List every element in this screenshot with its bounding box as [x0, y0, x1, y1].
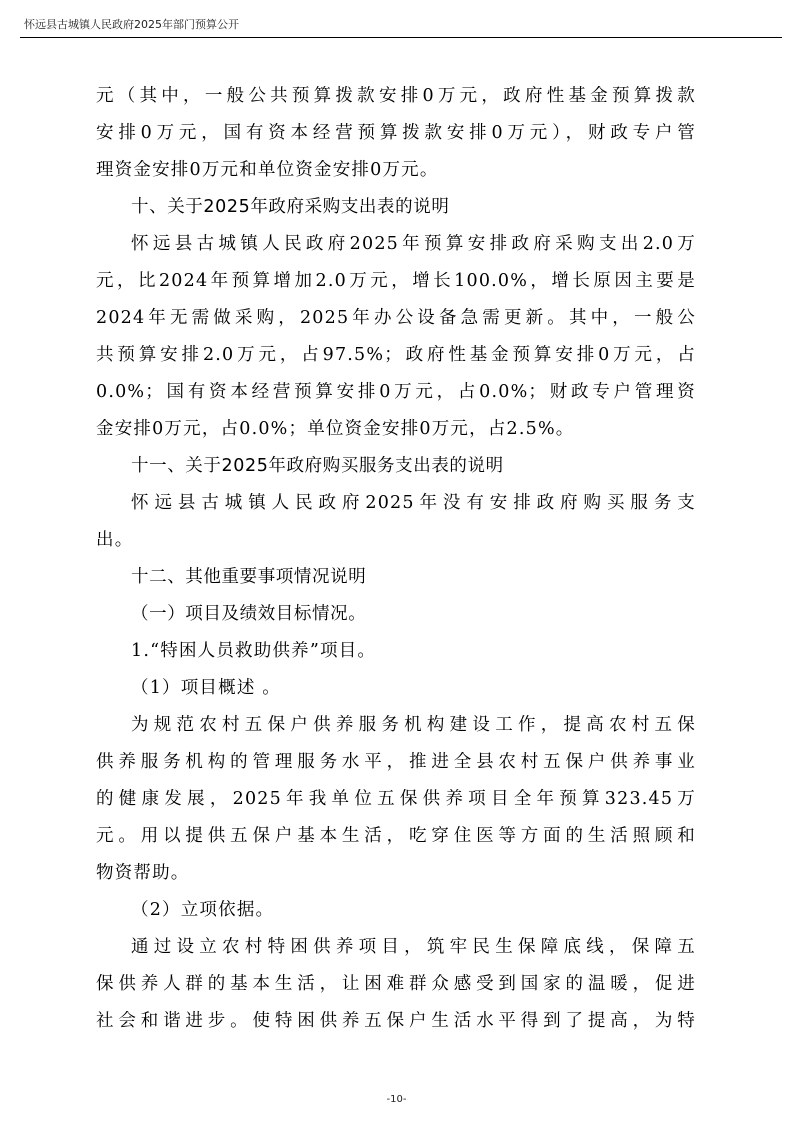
- body-text-line: 的健康发展，2025年我单位五保供养项目全年预算323.45万: [96, 789, 696, 809]
- item-heading: 1.“特困人员救助供养”项目。: [131, 641, 377, 661]
- body-text-line: 社会和谐进步。使特困供养五保户生活水平得到了提高，为特: [96, 1011, 696, 1031]
- paragraph-last-line: 理资金安排0万元和单位资金安排0万元。: [96, 160, 439, 180]
- body-text-line: 2024年无需做采购，2025年办公设备急需更新。其中，一般公: [96, 308, 696, 328]
- body-text-line: 保供养人群的基本生活，让困难群众感受到国家的温暖，促进: [96, 974, 696, 994]
- section-heading: 十一、关于2025年政府购买服务支出表的说明: [131, 456, 504, 476]
- sub-section-heading: （一）项目及绩效目标情况。: [131, 604, 367, 624]
- section-heading: 十、关于2025年政府采购支出表的说明: [131, 197, 450, 217]
- paragraph-first-line: 怀远县古城镇人民政府2025年没有安排政府购买服务支: [131, 493, 696, 513]
- paragraph-last-line: 金安排0万元，占0.0%；单位资金安排0万元，占2.5%。: [96, 419, 575, 439]
- paragraph-first-line: 怀远县古城镇人民政府2025年预算安排政府采购支出2.0万: [131, 234, 696, 254]
- paragraph-last-line: 出。: [96, 530, 134, 550]
- body-text-line: 元。用以提供五保户基本生活，吃穿住医等方面的生活照顾和: [96, 826, 696, 846]
- body-text-line: 0.0%；国有资本经营预算安排0万元，占0.0%；财政专户管理资: [96, 382, 696, 402]
- paragraph-first-line: 为规范农村五保户供养服务机构建设工作，提高农村五保: [131, 715, 696, 735]
- running-header: 怀远县古城镇人民政府2025年部门预算公开: [24, 18, 239, 31]
- body-text-line: 元（其中，一般公共预算拨款安排0万元，政府性基金预算拨款: [96, 86, 696, 106]
- body-text-line: 安排0万元，国有资本经营预算拨款安排0万元），财政专户管: [96, 123, 696, 143]
- page-number: -10-: [386, 1094, 407, 1105]
- section-heading: 十二、其他重要事项情况说明: [131, 567, 367, 587]
- paragraph-first-line: 通过设立农村特困供养项目，筑牢民生保障底线，保障五: [131, 937, 696, 957]
- header-rule: [20, 37, 782, 38]
- document-body: [96, 78, 696, 1040]
- body-text-line: 元，比2024年预算增加2.0万元，增长100.0%，增长原因主要是: [96, 271, 696, 291]
- item-heading: （2）立项依据。: [131, 900, 275, 920]
- body-text-line: 供养服务机构的管理服务水平，推进全县农村五保户供养事业: [96, 752, 696, 772]
- item-heading: （1）项目概述 。: [131, 678, 281, 698]
- body-text-line: 共预算安排2.0万元，占97.5%；政府性基金预算安排0万元，占: [96, 345, 696, 365]
- paragraph-last-line: 物资帮助。: [96, 863, 190, 883]
